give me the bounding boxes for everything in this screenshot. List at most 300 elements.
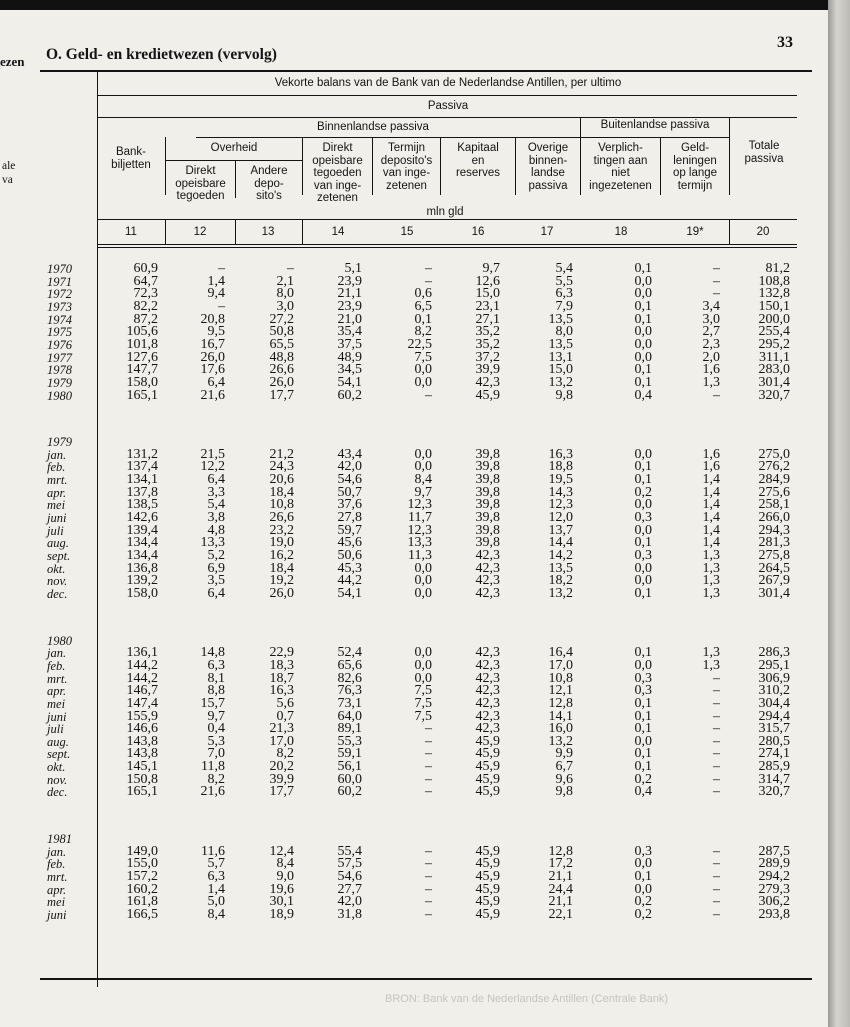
- table-cell: 0,0: [634, 856, 652, 872]
- table-cell: 306,9: [758, 670, 790, 686]
- table-cell: 17,2: [548, 856, 573, 872]
- table-cell: 45,9: [475, 869, 500, 884]
- header-bankbiljetten: Bank- biljetten: [111, 146, 151, 171]
- table-cell: 22,9: [269, 645, 294, 661]
- row-label: jan.: [47, 844, 67, 859]
- table-cell: 200,0: [758, 311, 790, 327]
- table-cell: 54,1: [337, 585, 362, 601]
- book-page: [0, 10, 828, 1027]
- table-cell: 45,9: [475, 881, 500, 897]
- row-label: 1977: [47, 350, 72, 365]
- table-cell: 18,4: [269, 484, 294, 500]
- table-cell: 45,9: [475, 856, 500, 872]
- table-cell: 147,4: [126, 695, 158, 711]
- table-cell: 8,2: [207, 771, 225, 787]
- rule: [165, 160, 302, 161]
- table-cell: 8,0: [276, 286, 294, 302]
- table-cell: 17,0: [269, 733, 294, 749]
- table-cell: 8,4: [276, 856, 294, 872]
- table-cell: 27,8: [337, 510, 362, 526]
- table-cell: 9,6: [555, 771, 573, 787]
- table-cell: 5,2: [207, 548, 225, 563]
- table-cell: 7,9: [555, 298, 573, 314]
- table-cell: 304,4: [758, 695, 790, 711]
- table-cell: 138,5: [126, 497, 158, 513]
- table-cell: 150,1: [758, 298, 790, 314]
- table-cell: 45,9: [475, 746, 500, 762]
- table-cell: –: [713, 843, 720, 859]
- header-geldleningen: Geld- leningen op lange termijn: [672, 142, 718, 192]
- table-cell: 274,1: [758, 746, 790, 762]
- table-cell: –: [713, 273, 720, 289]
- table-cell: 0,3: [634, 683, 652, 699]
- row-label: aug.: [47, 536, 69, 551]
- table-cell: 54,6: [337, 869, 362, 884]
- table-cell: 9,7: [482, 261, 500, 276]
- row-label: apr.: [47, 485, 67, 500]
- header-kapitaal-reserves: Kapitaal en reserves: [455, 142, 501, 179]
- table-cell: 146,6: [126, 721, 158, 737]
- row-label: mrt.: [47, 671, 68, 686]
- table-cell: 0,0: [634, 560, 652, 576]
- table-cell: 0,4: [634, 387, 652, 403]
- table-cell: 27,1: [475, 311, 500, 327]
- row-label: 1971: [47, 274, 72, 289]
- table-cell: 45,3: [337, 560, 362, 576]
- table-cell: 11,3: [408, 548, 432, 563]
- table-cell: 276,2: [758, 459, 790, 475]
- table-cell: 6,7: [555, 759, 573, 775]
- table-cell: 42,3: [475, 374, 500, 390]
- table-cell: 4,8: [207, 522, 225, 538]
- table-cell: 12,8: [548, 843, 573, 859]
- table-cell: 15,7: [200, 695, 225, 711]
- table-cell: 145,1: [126, 759, 158, 775]
- table-cell: 39,8: [475, 522, 500, 538]
- table-cell: 143,8: [126, 733, 158, 749]
- table-cell: –: [425, 771, 432, 787]
- table-cell: 293,8: [758, 906, 790, 922]
- row-label: feb.: [47, 658, 66, 673]
- table-cell: 0,0: [414, 670, 432, 686]
- table-cell: 13,3: [407, 535, 432, 551]
- rule: [97, 117, 797, 118]
- table-cell: 0,1: [634, 695, 652, 711]
- row-label: juni: [47, 907, 67, 922]
- row-label: sept.: [47, 549, 71, 563]
- table-cell: 19,2: [269, 573, 294, 589]
- table-cell: –: [713, 771, 720, 787]
- buitenlandse-passiva-header: Buitenlandse passiva: [600, 119, 710, 131]
- table-cell: 82,6: [337, 670, 362, 686]
- row-label: 1975: [47, 325, 72, 340]
- header-termijn-deposito: Termijn deposito's van inge- zetenen: [380, 142, 433, 192]
- table-cell: 35,2: [475, 324, 500, 340]
- table-cell: 82,2: [133, 298, 158, 314]
- table-cell: 13,5: [548, 560, 573, 576]
- table-cell: 0,2: [634, 894, 652, 910]
- table-cell: –: [425, 387, 432, 403]
- table-cell: 294,2: [758, 869, 790, 884]
- table-cell: 9,7: [414, 484, 432, 500]
- header-direkt-opeisbare-tegoeden-ingezetenen: Direkt opeisbare tegoeden van inge- zetenen: [312, 142, 363, 204]
- table-cell: 295,2: [758, 336, 790, 352]
- table-cell: 1,3: [702, 548, 720, 563]
- table-cell: 320,7: [758, 387, 790, 403]
- table-cell: 280,5: [758, 733, 790, 749]
- table-cell: 42,3: [475, 683, 500, 699]
- table-cell: 11,8: [201, 759, 225, 775]
- rule: [196, 137, 729, 138]
- table-cell: 0,1: [634, 535, 652, 551]
- table-cell: 56,1: [337, 759, 362, 775]
- table-cell: 14,1: [548, 708, 573, 724]
- row-label: 1974: [47, 312, 72, 327]
- table-cell: 52,4: [337, 645, 362, 661]
- table-cell: 0,1: [634, 746, 652, 762]
- table-cell: 1,4: [207, 273, 225, 289]
- table-cell: 2,7: [702, 324, 720, 340]
- table-cell: 1,4: [702, 510, 720, 526]
- table-cell: 6,4: [207, 472, 225, 488]
- table-cell: 295,1: [758, 657, 790, 673]
- table-cell: 16,7: [200, 336, 225, 352]
- table-cell: 10,8: [269, 497, 294, 513]
- table-cell: 1,3: [702, 573, 720, 589]
- table-cell: 0,6: [414, 286, 432, 302]
- table-cell: 45,9: [475, 759, 500, 775]
- table-cell: 6,3: [555, 286, 573, 302]
- row-label: 1980: [47, 633, 72, 648]
- table-cell: 13,1: [548, 349, 573, 365]
- table-cell: –: [713, 708, 720, 724]
- table-cell: 0,2: [634, 906, 652, 922]
- table-cell: 13,5: [548, 311, 573, 327]
- passiva-header: Passiva: [427, 100, 469, 112]
- header-andere-deposito: Andere depo- sito's: [250, 165, 288, 202]
- table-cell: 2,0: [702, 349, 720, 365]
- table-cell: 3,4: [702, 298, 720, 314]
- row-label: nov.: [47, 574, 68, 589]
- table-cell: 315,7: [758, 721, 790, 737]
- row-label: dec.: [47, 586, 68, 601]
- table-cell: 143,8: [126, 746, 158, 762]
- table-cell: 12,3: [407, 497, 432, 513]
- header-totale-passiva: Totale passiva: [744, 140, 784, 165]
- table-cell: –: [425, 273, 432, 289]
- table-cell: –: [425, 759, 432, 775]
- table-cell: 9,9: [555, 746, 573, 762]
- header-verplichtingen: Verplich- tingen aan niet ingezetenen: [589, 142, 652, 192]
- table-cell: 21,2: [269, 446, 294, 462]
- table-cell: –: [713, 906, 720, 922]
- row-label: 1976: [47, 337, 72, 352]
- col-line: [302, 220, 303, 244]
- table-cell: 15,0: [548, 362, 573, 378]
- table-cell: 166,5: [126, 906, 158, 922]
- table-cell: 1,3: [702, 560, 720, 576]
- table-cell: –: [287, 261, 294, 276]
- row-label: 1979: [47, 435, 72, 450]
- table-cell: 0,4: [207, 721, 225, 737]
- table-cell: 21,3: [269, 721, 294, 737]
- table-cell: 39,8: [475, 510, 500, 526]
- table-cell: 64,0: [337, 708, 362, 724]
- table-cell: 0,0: [414, 560, 432, 576]
- table-cell: –: [425, 784, 432, 800]
- table-cell: 16,2: [269, 548, 294, 563]
- table-cell: 0,0: [414, 585, 432, 601]
- table-cell: 5,0: [207, 894, 225, 910]
- table-cell: 39,9: [475, 362, 500, 378]
- table-cell: 8,8: [207, 683, 225, 699]
- table-cell: 275,6: [758, 484, 790, 500]
- table-cell: 14,2: [548, 548, 573, 563]
- table-cell: –: [713, 856, 720, 872]
- table-cell: –: [713, 746, 720, 762]
- table-cell: 26,6: [269, 510, 294, 526]
- table-cell: 54,1: [337, 374, 362, 390]
- table-cell: 144,2: [126, 670, 158, 686]
- table-cell: 35,4: [337, 324, 362, 340]
- table-cell: 0,0: [634, 881, 652, 897]
- table-cell: 3,3: [207, 484, 225, 500]
- table-cell: –: [713, 869, 720, 884]
- row-label: 1979: [47, 375, 72, 390]
- table-cell: 0,1: [634, 721, 652, 737]
- table-cell: 8,4: [414, 472, 432, 488]
- table-cell: –: [713, 387, 720, 403]
- table-cell: 0,1: [634, 585, 652, 601]
- table-cell: 0,0: [414, 657, 432, 673]
- table-cell: 18,8: [548, 459, 573, 475]
- rule: [97, 95, 797, 96]
- table-cell: 0,1: [634, 645, 652, 661]
- table-cell: 20,8: [200, 311, 225, 327]
- table-cell: 1,4: [207, 881, 225, 897]
- table-cell: 21,6: [200, 784, 225, 800]
- table-cell: 26,0: [200, 349, 225, 365]
- table-cell: 139,2: [126, 573, 158, 589]
- table-cell: 9,8: [555, 784, 573, 800]
- col-line: [729, 220, 730, 244]
- table-cell: 16,3: [269, 683, 294, 699]
- table-cell: 39,8: [475, 446, 500, 462]
- table-cell: 279,3: [758, 881, 790, 897]
- table-cell: 7,0: [207, 746, 225, 762]
- row-label: 1972: [47, 287, 72, 302]
- table-cell: 139,4: [126, 522, 158, 538]
- table-cell: 39,9: [269, 771, 294, 787]
- table-cell: 0,0: [634, 349, 652, 365]
- table-cell: 310,2: [758, 683, 790, 699]
- table-cell: 55,3: [337, 733, 362, 749]
- table-cell: 5,7: [207, 856, 225, 872]
- row-label: apr.: [47, 684, 67, 699]
- table-cell: 18,2: [548, 573, 573, 589]
- table-cell: 0,2: [634, 771, 652, 787]
- table-cell: 0,0: [414, 446, 432, 462]
- table-cell: 13,3: [200, 535, 225, 551]
- table-cell: 127,6: [126, 349, 158, 365]
- table-cell: 37,2: [475, 349, 500, 365]
- table-cell: 22,1: [548, 906, 573, 922]
- table-cell: 0,0: [414, 362, 432, 378]
- row-label: 1970: [47, 262, 72, 276]
- column-number: 11: [125, 226, 137, 238]
- table-cell: 7,5: [414, 695, 432, 711]
- table-cell: 17,7: [269, 387, 294, 403]
- table-cell: 42,3: [475, 573, 500, 589]
- table-cell: 142,6: [126, 510, 158, 526]
- row-label: jan.: [47, 646, 67, 661]
- table-cell: 1,6: [702, 459, 720, 475]
- table-cell: –: [425, 856, 432, 872]
- table-cell: 284,9: [758, 472, 790, 488]
- table-cell: 2,1: [276, 273, 294, 289]
- table-cell: 137,4: [126, 459, 158, 475]
- table-cell: 137,8: [126, 484, 158, 500]
- table-cell: 27,7: [337, 881, 362, 897]
- table-cell: 275,8: [758, 548, 790, 563]
- table-cell: 155,9: [126, 708, 158, 724]
- column-number: 15: [400, 226, 414, 238]
- row-label: mei: [47, 895, 66, 910]
- table-cell: 5,4: [555, 261, 573, 276]
- table-cell: 134,1: [126, 472, 158, 488]
- table-cell: 0,0: [634, 286, 652, 302]
- bottom-rule: [40, 978, 812, 980]
- table-cell: 294,4: [758, 708, 790, 724]
- table-cell: 19,5: [548, 472, 573, 488]
- table-cell: 23,1: [475, 298, 500, 314]
- table-cell: 16,0: [548, 721, 573, 737]
- table-cell: 158,0: [126, 374, 158, 390]
- table-cell: 1,4: [702, 535, 720, 551]
- rule: [97, 247, 797, 248]
- table-cell: 24,4: [548, 881, 573, 897]
- table-cell: 294,3: [758, 522, 790, 538]
- table-cell: 314,7: [758, 771, 790, 787]
- table-cell: 54,6: [337, 472, 362, 488]
- table-cell: 13,2: [548, 374, 573, 390]
- table-cell: 30,1: [269, 894, 294, 910]
- table-cell: 0,1: [634, 759, 652, 775]
- table-cell: 0,0: [414, 374, 432, 390]
- table-cell: 266,0: [758, 510, 790, 526]
- table-cell: 0,0: [634, 733, 652, 749]
- bleed-through-text: BRON: Bank van de Nederlandse Antillen (Centrale Bank): [385, 993, 669, 1005]
- table-cell: 8,2: [414, 324, 432, 340]
- table-cell: 19,6: [269, 881, 294, 897]
- row-label: 1978: [47, 363, 72, 378]
- table-cell: 150,8: [126, 771, 158, 787]
- table-cell: 42,3: [475, 670, 500, 686]
- table-cell: 0,2: [634, 484, 652, 500]
- table-cell: 0,0: [414, 459, 432, 475]
- rule: [97, 244, 797, 245]
- table-cell: 24,3: [269, 459, 294, 475]
- table-cell: 132,8: [758, 286, 790, 302]
- column-number: 14: [331, 226, 345, 238]
- table-cell: –: [218, 261, 225, 276]
- table-cell: 31,8: [337, 906, 362, 922]
- table-cell: 42,3: [475, 585, 500, 601]
- table-cell: 306,2: [758, 894, 790, 910]
- rule: [97, 219, 797, 220]
- left-page-fragment-va: va: [2, 174, 13, 186]
- table-cell: 6,4: [207, 374, 225, 390]
- table-cell: 39,8: [475, 497, 500, 513]
- row-label: mei: [47, 498, 66, 513]
- table-cell: 165,1: [126, 387, 158, 403]
- column-number: 19*: [686, 226, 704, 238]
- table-cell: 18,7: [269, 670, 294, 686]
- table-cell: 89,1: [337, 721, 362, 737]
- table-cell: –: [425, 869, 432, 884]
- table-cell: 21,1: [548, 894, 573, 910]
- row-label: 1973: [47, 299, 72, 314]
- table-cell: 65,5: [269, 336, 294, 352]
- table-cell: 45,9: [475, 894, 500, 910]
- table-cell: 301,4: [758, 374, 790, 390]
- table-cell: –: [425, 733, 432, 749]
- table-cell: 134,4: [126, 535, 158, 551]
- table-cell: 3,5: [207, 573, 225, 589]
- binnenlandse-passiva-header: Binnenlandse passiva: [317, 121, 429, 133]
- row-label: feb.: [47, 857, 66, 872]
- table-cell: 42,0: [337, 894, 362, 910]
- table-cell: 55,4: [337, 843, 362, 859]
- row-label: mrt.: [47, 473, 68, 488]
- table-cell: 157,2: [126, 869, 158, 884]
- table-cell: 3,0: [276, 298, 294, 314]
- table-cell: 12,1: [548, 683, 573, 699]
- table-cell: 21,1: [337, 286, 362, 302]
- table-cell: 48,8: [269, 349, 294, 365]
- table-cell: 0,1: [634, 362, 652, 378]
- table-cell: 155,0: [126, 856, 158, 872]
- table-cell: 275,0: [758, 446, 790, 462]
- top-rule: [40, 70, 812, 72]
- table-cell: 59,7: [337, 522, 362, 538]
- table-cell: 258,1: [758, 497, 790, 513]
- table-cell: –: [713, 881, 720, 897]
- table-cell: 26,0: [269, 585, 294, 601]
- table-cell: 1,3: [702, 645, 720, 661]
- table-cell: 13,7: [548, 522, 573, 538]
- table-cell: –: [713, 670, 720, 686]
- table-cell: 6,5: [414, 298, 432, 314]
- table-cell: 13,2: [548, 585, 573, 601]
- table-cell: 1,6: [702, 362, 720, 378]
- column-number: 12: [193, 226, 207, 238]
- table-cell: 37,5: [337, 336, 362, 352]
- table-cell: 60,0: [337, 771, 362, 787]
- header-direkt-opeisbare: Direkt opeisbare tegoeden: [175, 165, 226, 202]
- table-cell: 13,2: [548, 733, 573, 749]
- table-cell: –: [713, 683, 720, 699]
- table-cell: 1,3: [702, 374, 720, 390]
- table-cell: 12,3: [548, 497, 573, 513]
- table-cell: 76,3: [337, 683, 362, 699]
- table-cell: 45,9: [475, 784, 500, 800]
- table-cell: 105,6: [126, 324, 158, 340]
- table-cell: 45,6: [337, 535, 362, 551]
- table-cell: 13,5: [548, 336, 573, 352]
- table-cell: 264,5: [758, 560, 790, 576]
- table-cell: 9,4: [207, 286, 225, 302]
